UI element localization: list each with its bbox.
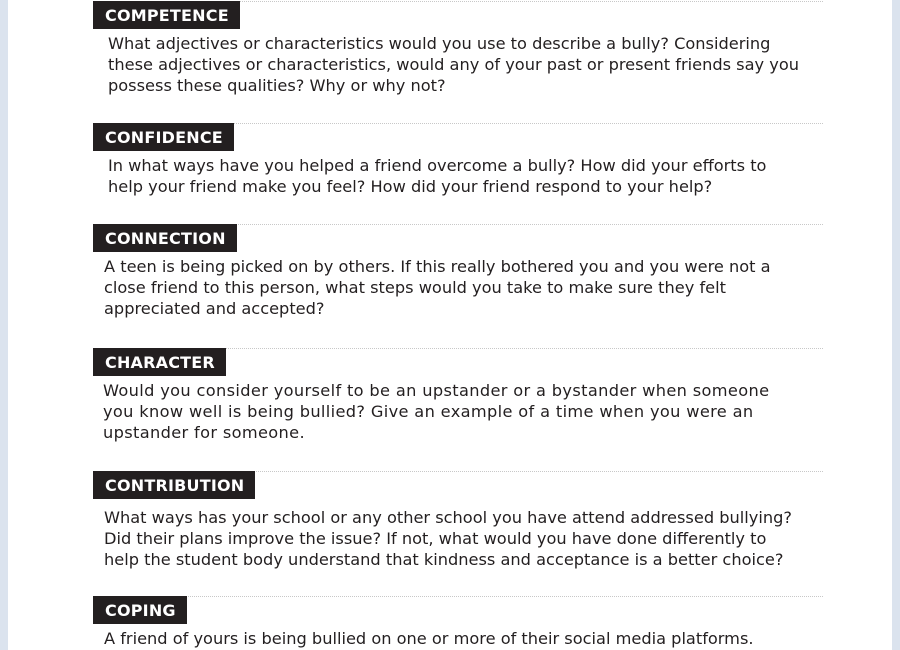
section-confidence [93,123,823,197]
section-question: A friend of yours is being bullied on one or more of their social media platforms. [104,629,754,648]
section-label: CONFIDENCE [93,123,234,151]
page-edge-left [0,0,8,650]
section-coping [93,596,823,649]
section-label: CHARACTER [93,348,226,376]
section-label: CONTRIBUTION [93,471,255,499]
section-question: In what ways have you helped a friend overcome a bully? How did your efforts to help your friend make you feel? How did your friend respond to your help? [108,156,767,196]
section-question: A teen is being picked on by others. If this really bothered you and you were not a close friend to this person, what steps would you take to make sure they felt appreciated and accepted? [104,257,771,318]
section-divider [93,596,823,597]
section-competence [93,1,823,96]
section-question: Would you consider yourself to be an upstander or a bystander when someone you know well is being bullied? Give an example of a time when you were an upstander for someone. [103,381,770,442]
section-question: What adjectives or characteristics would you use to describe a bully? Considering these adjectives or characteristics, would any of your past or present friends say you possess these qualities? Why or why not? [108,34,800,95]
section-label: COPING [93,596,187,624]
section-connection [93,224,823,319]
section-contribution [93,471,823,570]
section-label: CONNECTION [93,224,237,252]
section-character [93,348,823,443]
section-label: COMPETENCE [93,1,240,29]
section-question: What ways has your school or any other school you have attend addressed bullying? Did their plans improve the issue? If not, what would you have done differently to help the student body understand that kindness and acceptance is a better choice? [104,508,792,569]
page-edge-right [892,0,900,650]
